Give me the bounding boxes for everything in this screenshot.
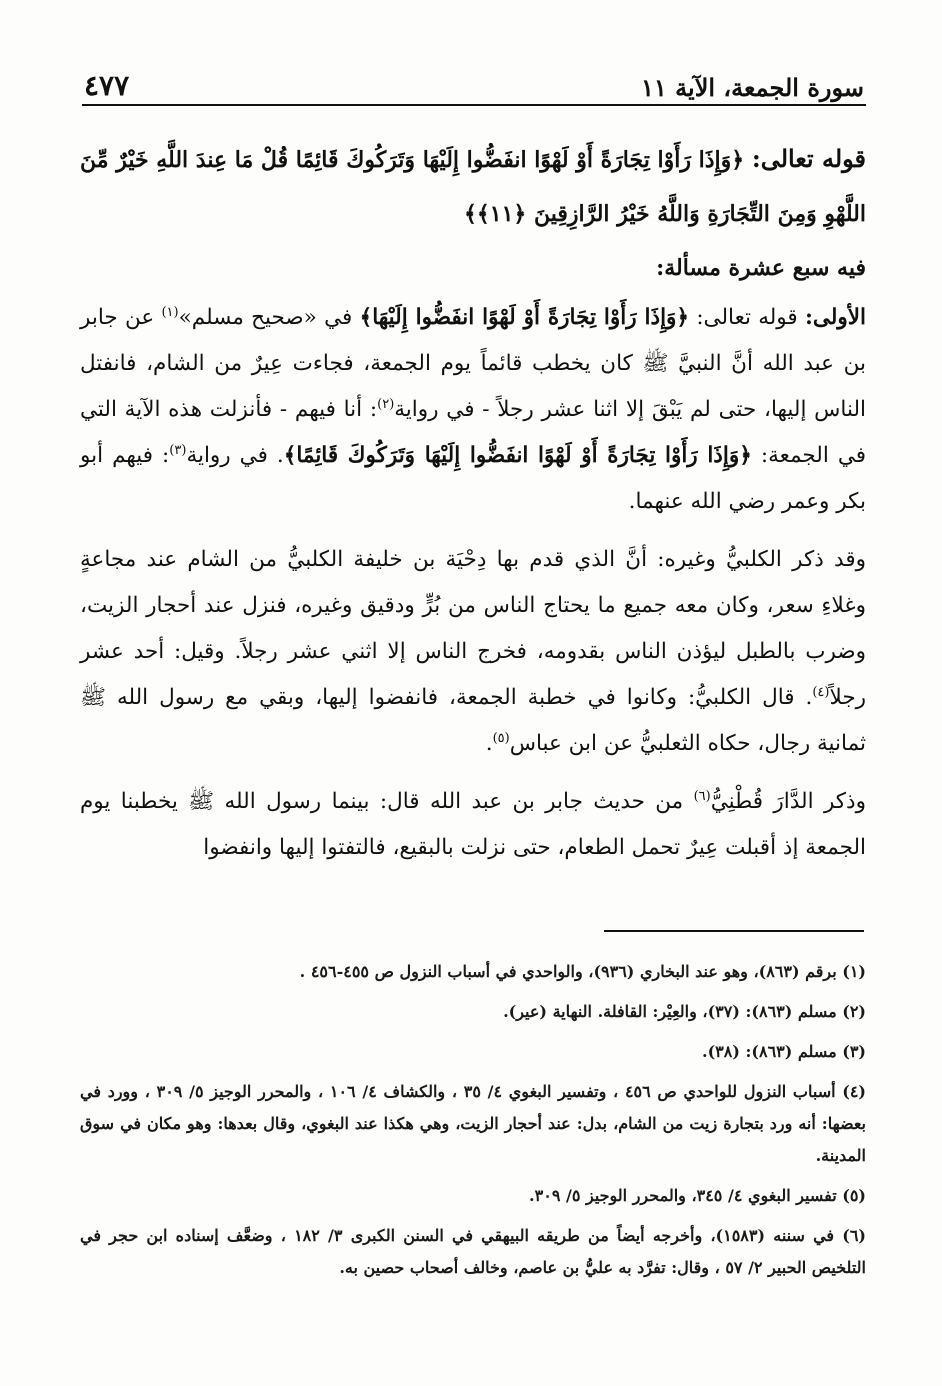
footnote-ref: (٥)	[492, 730, 510, 746]
paragraph-first-issue: الأولى: قوله تعالى: ﴿وَإِذَا رَأَوْا تِجَارَةً أَوْ لَهْوًا انفَضُّوا إِلَيْهَا﴾ في «صحيح مسلم»$^{(١)}$ عن جابر بن عبد الله أنَّ النبيَّ ﷺ كان يخطب قائماً يوم الجمعة، فجاءت عِيرٌ من الشام، فانفتل الناس إليها، حتى لم يَبْقَ إلا اثنا عشر رجلاً - في رواية$^{(٢)}$: أنا فيهم - فأنزلت هذه الآية التي في الجمعة: ﴿وَإِذَا رَأَوْا تِجَارَةً أَوْ لَهْوًا انفَضُّوا إِلَيْهَا وَتَرَكُوكَ قَائِمًا﴾. في رواية$^{(٣)}$: فيهم أبو بكر وعمر رضي الله عنهما.	[80, 304, 867, 514]
footnote-ref: (٦)	[693, 788, 711, 804]
footnote-ref: (١)	[161, 304, 179, 320]
main-text	[80, 132, 866, 883]
footnote-item: (٥) تفسير البغوي ٤/ ٣٤٥، والمحرر الوجيز ٥/ ٣٠٩.	[529, 1186, 866, 1205]
quran-quote: ﴿وَإِذَا رَأَوْا تِجَارَةً أَوْ لَهْوًا انفَضُّوا إِلَيْهَا وَتَرَكُوكَ قَائِمًا﴾	[283, 443, 752, 468]
verse-block	[80, 132, 866, 241]
paragraph-kalbi: وقد ذكر الكلبيُّ وغيره: أنَّ الذي قدم بها دِحْيَة بن خليفة الكلبيُّ من الشام عند مجاعةٍ وغلاءِ سعر، وكان معه جميع ما يحتاج الناس من بُرٍّ ودقيق وغيره، فنزل عند أحجار الزيت، وضرب بالطبل ليؤذن الناس بقدومه، فخرج الناس إلا اثني عشر رجلاً. وقيل: أحد عشر رجلاً$^{(٤)}$. قال الكلبيُّ: وكانوا في خطبة الجمعة، فانفضوا إليها، وبقي مع رسول الله ﷺ ثمانية رجال، حكاه الثعلبيُّ عن ابن عباس$^{(٥)}$.	[80, 547, 866, 756]
footnote-ref: (٢)	[377, 396, 395, 412]
footnote-item: (٦) في سننه (١٥٨٣)، وأخرجه أيضاً من طريقه البيهقي في السنن الكبرى ٣/ ١٨٢ ، وضعَّف إسناده ابن حجر في التلخيص الحبير ٢/ ٥٧ ، وقال: تفرَّد به عليُّ بن عاصم، وخالف أصحاب حصين به.	[80, 1226, 866, 1277]
issue-label: الأولى:	[804, 305, 867, 330]
footnote-ref: (٣)	[169, 442, 187, 458]
footnotes	[80, 956, 866, 1292]
quran-quote: ﴿وَإِذَا رَأَوْا تِجَارَةً أَوْ لَهْوًا انفَضُّوا إِلَيْهَا﴾	[359, 305, 690, 330]
paragraph-daraqutni: وذكر الدَّارَ قُطْنِيُّ$^{(٦)}$ من حديث جابر بن عبد الله قال: بينما رسول الله ﷺ يخطبنا يوم الجمعة إذ أقبلت عِيرٌ تحمل الطعام، حتى نزلت بالبقيع، فالتفتوا إليها وانفضوا	[80, 788, 866, 860]
footnote-item: (٢) مسلم (٨٦٣): (٣٧)، والعِيْر: القافلة. النهاية (عير).	[503, 1002, 866, 1021]
page-number: ٤٧٧	[84, 69, 130, 102]
page-header	[84, 66, 864, 102]
verse-text: ﴿وَإِذَا رَأَوْا تِجَارَةً أَوْ لَهْوًا انفَضُّوا إِلَيْهَا وَتَرَكُوكَ قَائِمًا قُلْ مَا عِندَ اللَّهِ خَيْرٌ مِّنَ اللَّهْوِ وَمِنَ التِّجَارَةِ وَاللَّهُ خَيْرُ الرَّازِقِينَ ﴿١١﴾﴾	[80, 147, 866, 227]
section-heading: فيه سبع عشرة مسألة:	[656, 255, 866, 281]
footnote-item: (١) برقم (٨٦٣)، وهو عند البخاري (٩٣٦)، والواحدي في أسباب النزول ص ٤٥٥-٤٥٦ .	[299, 962, 866, 981]
verse-lead: قوله تعالى:	[751, 144, 867, 173]
header-rule	[82, 104, 866, 106]
footnote-ref: (٤)	[812, 684, 830, 700]
footnote-separator	[604, 930, 864, 932]
footnote-item: (٤) أسباب النزول للواحدي ص ٤٥٦ ، وتفسير البغوي ٤/ ٣٥ ، والكشاف ٤/ ١٠٦ ، والمحرر الوجيز ٥/ ٣٠٩ ، وورد في بعضها: أنه ورد بتجارة زيت من الشام، بدل: عند أحجار الزيت، وهي هكذا عند البغوي، وقال بعدها: وهو مكان في سوق المدينة.	[80, 1082, 866, 1165]
running-title: سورة الجمعة، الآية ١١	[641, 73, 864, 102]
footnote-item: (٣) مسلم (٨٦٣): (٣٨).	[702, 1042, 866, 1061]
